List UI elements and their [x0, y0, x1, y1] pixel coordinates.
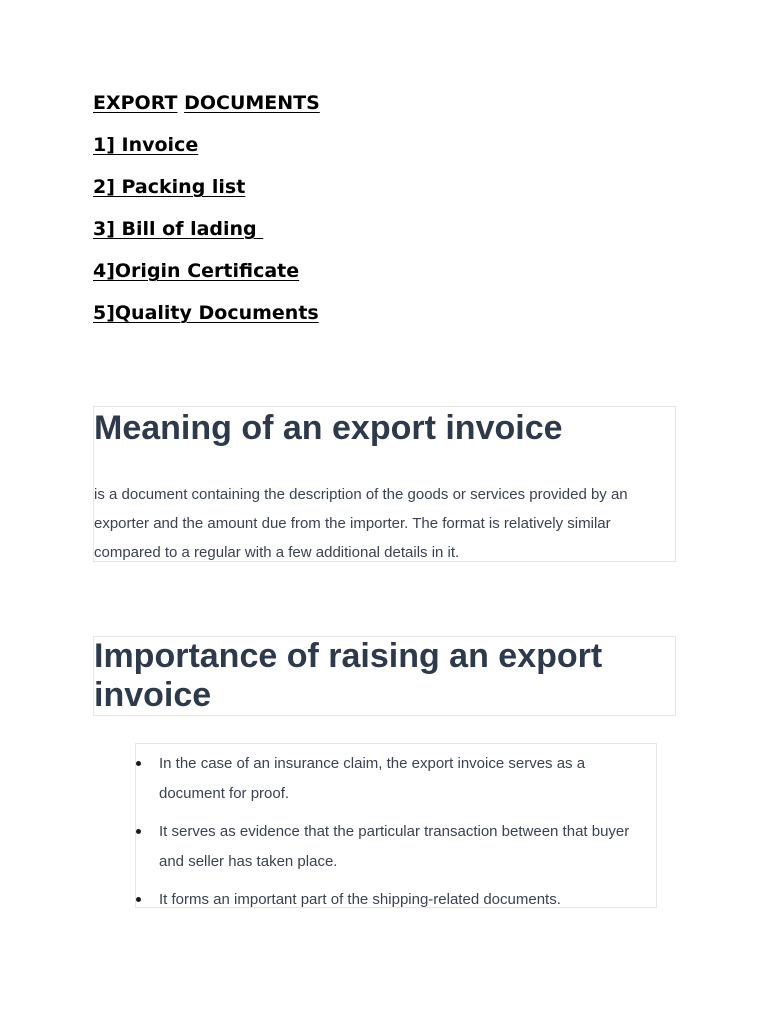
- list-item: [93, 214, 320, 256]
- bullet-dot-icon: [136, 761, 141, 766]
- export-documents-heading: [93, 88, 320, 130]
- list-item: [136, 749, 648, 808]
- importance-section: [93, 636, 676, 716]
- heading-word: DOCUMENTS: [184, 92, 320, 114]
- list-item: [136, 817, 648, 876]
- list-item: [93, 256, 320, 298]
- bullet-dot-icon: [136, 829, 141, 834]
- heading-word: EXPORT: [93, 92, 178, 114]
- bullet-text: It serves as evidence that the particular transaction between that buyer and seller has taken place.: [159, 823, 630, 870]
- list-item-label: 3] Bill of lading: [93, 218, 264, 240]
- list-item: [93, 298, 320, 340]
- list-item-label: 2] Packing list: [93, 176, 246, 198]
- meaning-title: Meaning of an export invoice: [94, 409, 563, 447]
- list-item: [93, 130, 320, 172]
- list-item-label: 1] Invoice: [93, 134, 199, 156]
- importance-title: Importance of raising an export invoice: [94, 637, 603, 714]
- list-item: [93, 172, 320, 214]
- list-item-label: 5]Quality Documents: [93, 302, 319, 324]
- bullet-text: In the case of an insurance claim, the export invoice serves as a document for proof.: [159, 755, 586, 802]
- list-item: [136, 885, 648, 915]
- list-item-label: 4]Origin Certificate: [93, 260, 300, 282]
- bullet-text: It forms an important part of the shipping-related documents.: [159, 891, 561, 908]
- meaning-section: [93, 406, 676, 562]
- export-documents-list: [93, 88, 320, 340]
- meaning-body: is a document containing the description of the goods or services provided by an exporter and the amount due from the importer. The format is relatively similar compared to a regular with a few additional details in it.: [94, 486, 628, 561]
- importance-bullets: [136, 749, 648, 924]
- bullet-dot-icon: [136, 897, 141, 902]
- importance-bullets-box: [135, 743, 657, 908]
